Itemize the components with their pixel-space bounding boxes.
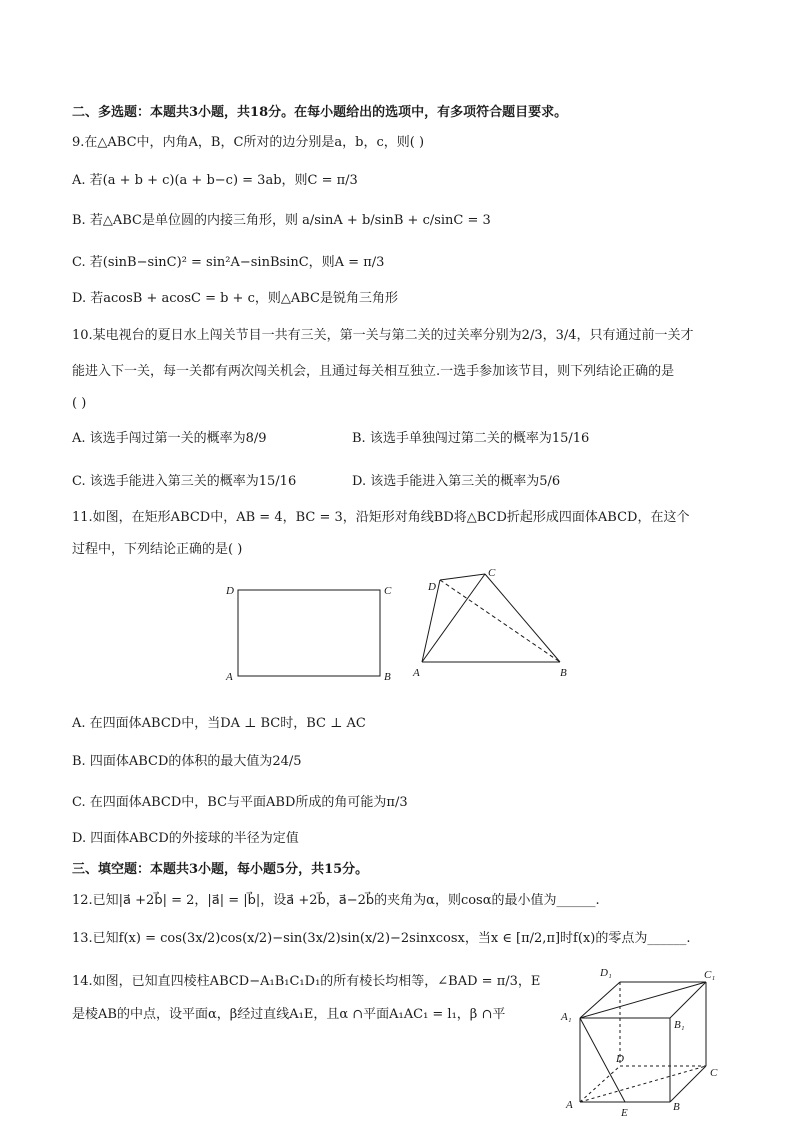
question-10-stem-line1: 10.某电视台的夏日水上闯关节目一共有三关，第一关与第二关的过关率分别为2/3，3/4，只有通过前一关才: [72, 328, 694, 343]
edge-cb: [485, 574, 560, 662]
q11-rectangle-figure: [220, 578, 400, 686]
section-header-multi-choice: 二、多选题：本题共3小题，共18分。在每小题给出的选项中，有多项符合题目要求。: [72, 105, 568, 120]
prism-label-c1: C₁: [704, 969, 716, 981]
question-12: 12.已知|a⃗ +2b⃗| = 2，|a⃗| = |b⃗|，设a⃗ +2b⃗，a⃗−2b⃗的夹角为α，则cosα的最小值为______.: [72, 893, 600, 908]
question-9-option-b: B. 若△ABC是单位圆的内接三角形，则 a/sinA + b/sinB + c/sinC = 3: [72, 213, 491, 228]
tet-label-c: C: [488, 567, 496, 579]
edge-dc: [440, 574, 485, 580]
question-13: 13.已知f(x) = cos(3x/2)cos(x/2)−sin(3x/2)sin(x/2)−2sinxcosx，当x ∈ [π/2,π]时f(x)的零点为______.: [72, 931, 691, 946]
question-11-stem-line2: 过程中，下列结论正确的是( ): [72, 542, 243, 557]
rect-label-d: D: [226, 585, 234, 597]
prism-label-b: B: [673, 1101, 680, 1113]
question-11-option-a: A. 在四面体ABCD中，当DA ⊥ BC时，BC ⊥ AC: [72, 716, 366, 731]
section-header-fill-blank: 三、填空题：本题共3小题，每小题5分，共15分。: [72, 862, 369, 877]
question-9-option-c: C. 若(sinB−sinC)² = sin²A−sinBsinC，则A = π/3: [72, 255, 385, 270]
q14-prism-figure: [558, 962, 728, 1120]
prism-label-d1: D₁: [600, 967, 612, 979]
prism-label-a: A: [566, 1099, 573, 1111]
question-11-option-d: D. 四面体ABCD的外接球的半径为定值: [72, 831, 299, 846]
question-10-option-b: B. 该选手单独闯过第二关的概率为15/16: [352, 431, 590, 446]
prism-label-b1: B₁: [674, 1019, 685, 1031]
prism-label-a1: A₁: [561, 1011, 572, 1023]
question-11-stem-line1: 11.如图，在矩形ABCD中，AB = 4，BC = 3，沿矩形对角线BD将△BCD折起形成四面体ABCD，在这个: [72, 510, 690, 525]
question-11-option-c: C. 在四面体ABCD中，BC与平面ABD所成的角可能为π/3: [72, 795, 408, 810]
prism-label-d: D: [616, 1053, 624, 1065]
q11-tetrahedron-figure: [408, 564, 578, 684]
tet-label-a: A: [413, 667, 420, 679]
rectangle-abcd: [238, 590, 380, 676]
question-10-option-a: A. 该选手闯过第一关的概率为8/9: [72, 431, 267, 446]
rect-label-b: B: [384, 671, 391, 683]
rect-label-a: A: [226, 671, 233, 683]
question-9-option-a: A. 若(a + b + c)(a + b−c) = 3ab，则C = π/3: [72, 173, 358, 188]
line-a1c1: [580, 982, 706, 1018]
question-10-stem-line3: ( ): [72, 396, 87, 411]
question-11-option-b: B. 四面体ABCD的体积的最大值为24/5: [72, 754, 302, 769]
question-14-line1: 14.如图，已知直四棱柱ABCD−A₁B₁C₁D₁的所有棱长均相等，∠BAD = π/3，E: [72, 974, 541, 989]
question-14-line2: 是棱AB的中点，设平面α，β经过直线A₁E，且α ∩平面A₁AC₁ = l₁，β ∩平: [72, 1007, 506, 1022]
tet-label-b: B: [560, 667, 567, 679]
line-ac-hidden: [580, 1066, 706, 1102]
question-10-stem-line2: 能进入下一关，每一关都有两次闯关机会，且通过每关相互独立.一选手参加该节目，则下列结论正确的是: [72, 364, 675, 379]
rect-label-c: C: [384, 585, 392, 597]
edge-bc: [670, 1066, 706, 1102]
prism-label-c: C: [710, 1067, 718, 1079]
question-9-option-d: D. 若acosB + acosC = b + c，则△ABC是锐角三角形: [72, 291, 398, 306]
prism-label-e: E: [621, 1107, 628, 1119]
question-10-option-d: D. 该选手能进入第三关的概率为5/6: [352, 474, 561, 489]
question-10-option-c: C. 该选手能进入第三关的概率为15/16: [72, 474, 297, 489]
tet-label-d: D: [428, 581, 436, 593]
question-9-stem: 9.在△ABC中，内角A，B，C所对的边分别是a，b，c，则( ): [72, 135, 425, 150]
